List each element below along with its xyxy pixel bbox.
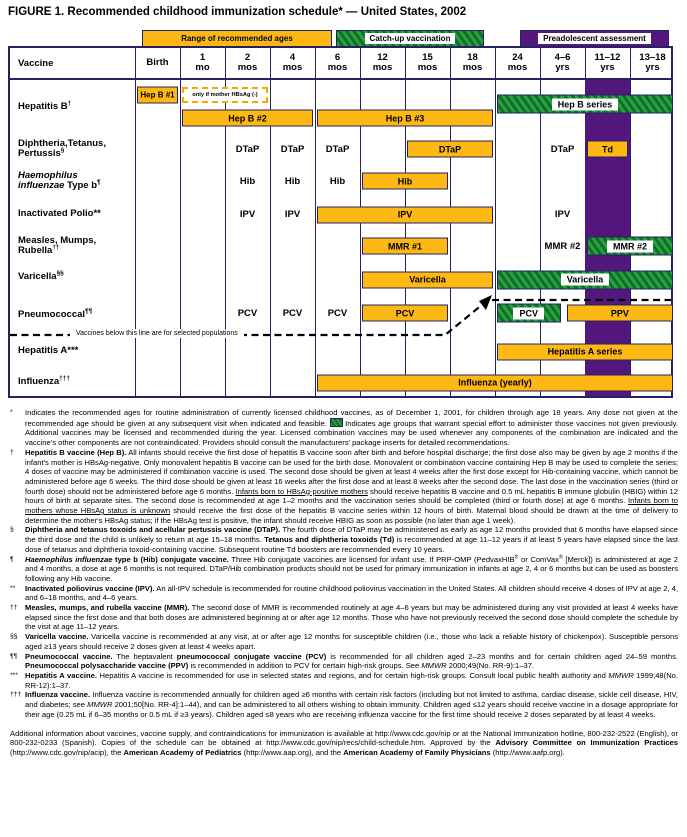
age-column-header-24-mos: 24 mos: [507, 51, 528, 73]
bar-td: Td: [587, 141, 628, 158]
bar-hib: Hib: [362, 173, 448, 190]
bar-mmr-1: MMR #1: [362, 238, 448, 255]
closing-paragraph: Additional information about vaccines, vaccine supply, and contraindications for immunization is available at http://www.cdc.gov/nip or at the National Immunization hotline, 800-232-2522 (English), or 800-232-0233 (Spanish). Copies of the schedule can be obtained at http://www.cdc.gov/nip/recs/child-schedule.htm. Approved by the Advisory Committee on Immunization Practices (http://www.cdc.gov/nip/acip), the American Academy of Pediatrics (http://www.aap.org), and the American Academy of Family Physicians (http://www.aafp.org).: [10, 728, 678, 757]
catchup-label-varicella: Varicella: [561, 274, 610, 286]
legend-preadolescent-label: Preadolescent assessment: [538, 33, 651, 44]
footnote-symbol: ***: [10, 671, 18, 679]
footnote-symbol: **: [10, 584, 16, 592]
footnote-symbol: ¶: [10, 555, 14, 563]
row-label-hepatitis-b: Hepatitis B†: [18, 99, 72, 112]
figure-title: FIGURE 1. Recommended childhood immunization schedule* — United States, 2002: [8, 6, 467, 18]
cell-dtap: DTaP: [325, 143, 350, 155]
row-label-mmr: Measles, Mumps, Rubella††: [18, 234, 97, 256]
catchup-varicella: [497, 270, 673, 289]
age-column-header-1-mo: 1 mo: [195, 51, 210, 73]
footnote-: †† Measles, mumps, and rubella vaccine (MMR). The second dose of MMR is recommended routinely at age 4–6 years but may be administered during any visit provided at least 4 weeks have elapsed since the first dose and that both doses are administered beginning at or after age 12 months. Those who have not previously received the second dose should complete the schedule by the visit at age 11–12 years.: [10, 603, 678, 632]
row-hib: [10, 164, 671, 198]
cell-ipv: IPV: [554, 209, 571, 220]
catchup-label-mmr-2: MMR #2: [607, 240, 653, 252]
note-only-if-mother-hbsag: only if mother HBsAg (-): [182, 87, 268, 103]
footnote-: ††† Influenza vaccine. Influenza vaccine is recommended annually for children aged ≥6 months with certain risk factors (including but not limited to asthma, cardiac disease, sickle cell disease, HIV, and diabetes; see MMWR 2001;50[No. RR-4]:1–44), and can be administered to all others wishing to obtain immunity. Children aged ≤12 years should receive vaccine in a dosage appropriate for their age (0.25 mL if 6–35 months or 0.5 mL if ≥3 years). Children aged ≤8 years who are receiving influenza vaccine for the first time should receive 2 doses separated by at least 4 weeks.: [10, 690, 678, 719]
catchup-label-hep-b-series: Hep B series: [552, 98, 619, 110]
footnote-symbol: §: [10, 526, 14, 534]
legend-catchup-label: Catch-up vaccination: [365, 33, 456, 44]
bar-ppv: PPV: [567, 305, 673, 322]
legend-catch-up-vaccination: [336, 30, 484, 47]
footnote-: ** Inactivated poliovirus vaccine (IPV). An all-IPV schedule is recommended for routine childhood poliovirus vaccination in the United States. All children should receive 4 doses of IPV at age 2, 4, and 6–18 months, and 4–6 years.: [10, 583, 678, 603]
row-label-hib: Haemophilus influenzae Type b¶: [18, 169, 101, 191]
row-influenza: [10, 365, 671, 400]
age-column-header-13-18-yrs: 13–18 yrs: [639, 51, 666, 73]
row-hepatitis-a: [10, 338, 671, 365]
row-label-hepatitis-a: Hepatitis A***: [18, 345, 79, 357]
immunization-schedule-table: [8, 46, 673, 398]
row-dtap: [10, 134, 671, 164]
row-label-influenza: Influenza†††: [18, 375, 70, 388]
cell-dtap: DTaP: [550, 143, 575, 155]
age-column-header-2-mos: 2 mos: [237, 51, 258, 73]
bar-ipv: IPV: [317, 206, 493, 223]
cell-pcv: PCV: [327, 307, 348, 319]
row-hepatitis-b: [10, 80, 671, 134]
cell-ipv: IPV: [239, 209, 256, 220]
catchup-mmr-2: [587, 237, 673, 256]
footnote-symbol: *: [10, 409, 13, 416]
catchup-pcv: [497, 304, 561, 323]
row-varicella: [10, 261, 671, 293]
catch-up-swatch-icon: [330, 418, 343, 427]
footnote-symbol: †††: [10, 691, 22, 699]
row-mmr: [10, 231, 671, 261]
bar-varicella: Varicella: [362, 271, 493, 288]
cell-dtap: DTaP: [280, 143, 305, 155]
vaccine-column-header: Vaccine: [18, 57, 54, 69]
catchup-hep-b-series: [497, 95, 673, 114]
table-header-row: [10, 48, 671, 80]
legend-range-of-recommended-ages: [142, 30, 332, 47]
row-ipv: [10, 198, 671, 231]
cell-pcv: PCV: [282, 307, 303, 319]
footnote-symbol: ¶¶: [10, 652, 18, 660]
bar-hep-b-3: Hep B #3: [317, 110, 493, 127]
cell-pcv: PCV: [237, 307, 258, 319]
legend-range-label: Range of recommended ages: [181, 34, 293, 43]
age-column-header-4-6-yrs: 4–6 yrs: [554, 51, 571, 73]
bar-hep-b-1: Hep B #1: [137, 87, 178, 104]
row-label-ipv: Inactivated Polio**: [18, 208, 101, 220]
selected-populations-note: Vaccines below this line are for selected populations: [70, 329, 244, 338]
age-column-header-15-mos: 15 mos: [417, 51, 438, 73]
age-column-header-12-mos: 12 mos: [372, 51, 393, 73]
footnote-: † Hepatitis B vaccine (Hep B). All infants should receive the first dose of hepatitis B vaccine soon after birth and before hospital discharge; the first dose also may be given by age 2 months if the infant's mother is HBsAg-negative. Only monovalent hepatitis B vaccine can be used for the birth dose. Monovalent or combination vaccine containing Hep B may be used to complete the series; 4 doses of vaccine may be administered if combination vaccine is used. The second dose should be given at least 4 weeks after the first dose except for Hib-containing vaccine, which cannot be administered before age 6 weeks. The third dose should be given at least 16 weeks after the first dose and at least 8 weeks after the second dose. The last dose in the vaccination series (third or fourth dose) should not be administered before age 6 months. Infants born to HBsAg-positive mothers should receive hepatitis B vaccine and 0.5 mL hepatitis B immune globulin (HBIG) within 12 hours of birth at separate sites. The second dose is recommended at age 1–2 months and the vaccination series should be completed (third or fourth dose) at age 6 months. Infants born to mothers whose HBsAg status is unknown should receive the first dose of the hepatitis B vaccine series within 12 hours of birth. Maternal blood should be drawn at the time of delivery to determine the mother's HBsAg status; if the HBsAg test is positive, the infant should receive HBIG as soon as possible (no later than age 1 week).: [10, 447, 678, 525]
bar-hep-b-2: Hep B #2: [182, 110, 313, 127]
footnote-: *** Hepatitis A vaccine. Hepatitis A vaccine is recommended for use in selected states and regions, and for certain high-risk groups. Consult local public health authority and MMWR 1999;48(No. RR-12):1–37.: [10, 670, 679, 690]
age-column-header-18-mos: 18 mos: [462, 51, 483, 73]
row-label-pneumococcal: Pneumococcal¶¶: [18, 308, 93, 321]
footnote-: ¶¶ Pneumococcal vaccine. The heptavalent pneumococcal conjugate vaccine (PCV) is recommended for all children aged 2–23 months and for certain children aged 24–59 months. Pneumococcal polysaccharide vaccine (PPV) is recommended in addition to PCV for certain high-risk groups. See MMWR 2000;49(No. RR-9):1–37.: [10, 651, 678, 671]
bar-hepatitis-a-series: Hepatitis A series: [497, 343, 673, 360]
bar-pcv: PCV: [362, 305, 448, 322]
age-column-header-11-12-yrs: 11–12 yrs: [594, 51, 621, 73]
footnote-symbol: §§: [10, 633, 18, 641]
bar-influenza-yearly: Influenza (yearly): [317, 374, 673, 391]
footnotes-block: [10, 408, 678, 758]
catchup-label-pcv: PCV: [513, 307, 544, 319]
row-label-varicella: Varicella§§: [18, 269, 64, 282]
age-column-header-4-mos: 4 mos: [282, 51, 303, 73]
footnote-symbol: ††: [10, 604, 18, 612]
cell-hib: Hib: [284, 175, 301, 187]
cell-dtap: DTaP: [235, 143, 260, 155]
cell-hib: Hib: [239, 175, 256, 187]
bar-dtap: DTaP: [407, 141, 493, 158]
footnote-: ¶ Haemophilus influenzae type b (Hib) conjugate vaccine. Three Hib conjugate vaccines are licensed for infant use. If PRP-OMP (PedvaxHIB® or ComVax® [Merck]) is administered at age 2 and 4 months, a dose at age 6 months is not required. DTaP/Hib combination products should not be used for primary immunization in infants at age 2, 4 or 6 months but can be used as boosters following any Hib vaccine.: [10, 554, 679, 583]
cell-hib: Hib: [329, 175, 346, 187]
footnote-: § Diphtheria and tetanus toxoids and acellular pertussis vaccine (DTaP). The fourth dose of DTaP may be administered as early as age 12 months provided that 6 months have elapsed since the third dose and the child is unlikely to return at age 15–18 months. Tetanus and diphtheria toxoids (Td) is recommended at age 11–12 years if at least 5 years have elapsed since the last dose of tetanus and diphtheria toxoid-containing vaccine. Subsequent routine Td boosters are recommended every 10 years.: [10, 525, 678, 554]
age-column-header-6-mos: 6 mos: [327, 51, 348, 73]
row-label-dtap: Diphtheria,Tetanus, Pertussis§: [18, 137, 106, 159]
cell-mmr-2: MMR #2: [544, 240, 581, 252]
legend-preadolescent-assessment: [520, 30, 669, 47]
age-column-header-birth: Birth: [146, 56, 169, 68]
footnote-: * Indicates the recommended ages for routine administration of currently licensed childhood vaccines, as of December 1, 2001, for children through age 18 years. Any dose not given at the recommended age should be given at any subsequent visit when indicated and feasible. Indicates age groups that warrant special effort to administer those vaccines not given previously. Additional vaccines may be licensed and recommended during the year. Licensed combination vaccines may be used whenever any components of the combination are indicated and the vaccine's other components are not contraindicated. Providers should consult the manufacturers' package inserts for detailed recommendations.: [10, 408, 678, 448]
footnote-symbol: †: [10, 448, 14, 456]
footnote-: §§ Varicella vaccine. Varicella vaccine is recommended at any visit, at or after age 12 months for susceptible children (i.e., those who lack a reliable history of chickenpox). Susceptible persons aged ≥13 years should receive 2 doses given at least 4 weeks apart.: [10, 632, 678, 651]
cell-ipv: IPV: [284, 209, 301, 220]
